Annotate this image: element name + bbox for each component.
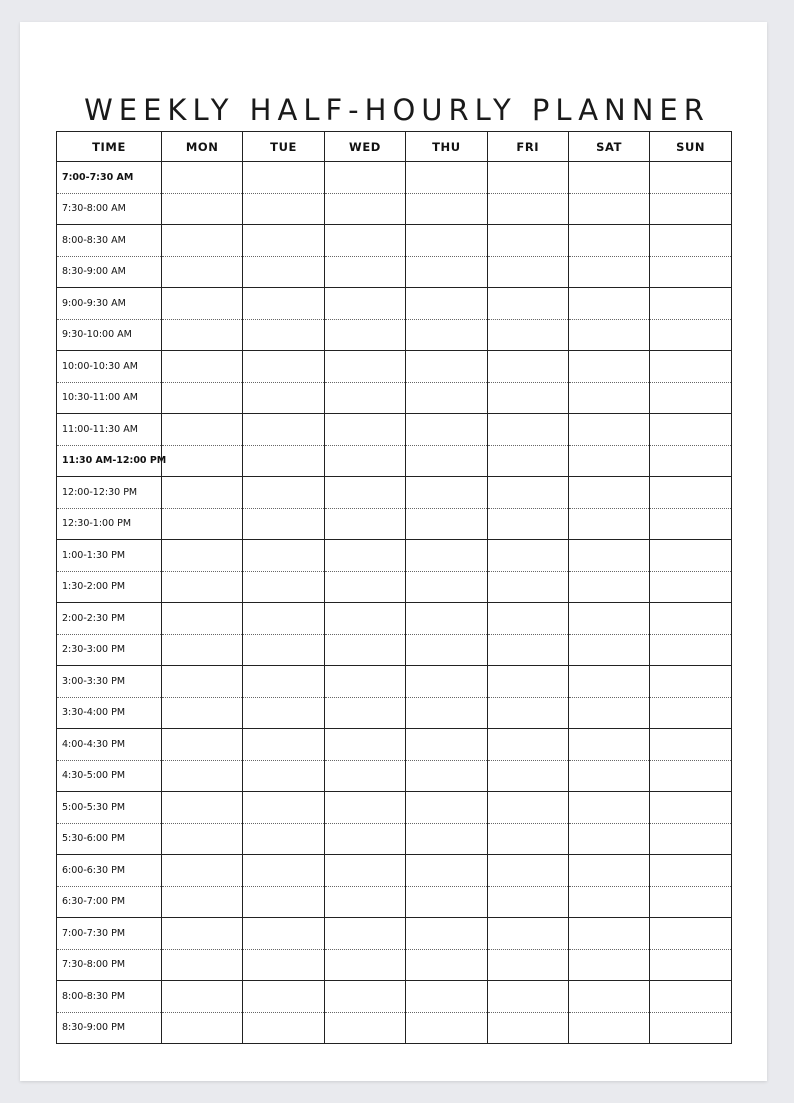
- planner-cell-thu[interactable]: [406, 792, 487, 824]
- planner-cell-fri[interactable]: [487, 760, 568, 792]
- planner-cell-sun[interactable]: [650, 508, 732, 540]
- column-header-sat: SAT: [568, 132, 649, 162]
- planner-cell-mon[interactable]: [162, 855, 243, 887]
- time-slot-row: [57, 634, 732, 666]
- planner-cell-thu[interactable]: [406, 760, 487, 792]
- planner-cell-mon[interactable]: [162, 319, 243, 351]
- planner-cell-mon[interactable]: [162, 949, 243, 981]
- planner-cell-tue[interactable]: [243, 193, 324, 225]
- planner-cell-tue[interactable]: [243, 760, 324, 792]
- planner-cell-wed[interactable]: [324, 634, 405, 666]
- planner-cell-sun[interactable]: [650, 697, 732, 729]
- time-slot-row: [57, 288, 732, 320]
- planner-cell-tue[interactable]: [243, 225, 324, 257]
- planner-cell-fri[interactable]: [487, 540, 568, 572]
- planner-cell-mon[interactable]: [162, 382, 243, 414]
- planner-cell-tue[interactable]: [243, 382, 324, 414]
- planner-cell-mon[interactable]: [162, 1012, 243, 1044]
- planner-cell-thu[interactable]: [406, 508, 487, 540]
- planner-cell-sun[interactable]: [650, 162, 732, 194]
- time-slot-label: 7:30-8:00 AM: [57, 193, 162, 225]
- column-header-tue: TUE: [243, 132, 324, 162]
- planner-cell-tue[interactable]: [243, 540, 324, 572]
- time-slot-row: [57, 540, 732, 572]
- planner-cell-sun[interactable]: [650, 571, 732, 603]
- planner-cell-fri[interactable]: [487, 571, 568, 603]
- header-row: [57, 132, 732, 162]
- planner-cell-sat[interactable]: [568, 855, 649, 887]
- planner-cell-sat[interactable]: [568, 666, 649, 698]
- planner-cell-thu[interactable]: [406, 697, 487, 729]
- planner-cell-thu[interactable]: [406, 634, 487, 666]
- planner-cell-mon[interactable]: [162, 351, 243, 383]
- planner-cell-thu[interactable]: [406, 886, 487, 918]
- planner-body: [57, 162, 732, 1044]
- planner-cell-mon[interactable]: [162, 256, 243, 288]
- planner-cell-thu[interactable]: [406, 288, 487, 320]
- planner-cell-sun[interactable]: [650, 288, 732, 320]
- planner-cell-thu[interactable]: [406, 162, 487, 194]
- planner-cell-fri[interactable]: [487, 603, 568, 635]
- time-slot-row: [57, 162, 732, 194]
- planner-cell-mon[interactable]: [162, 729, 243, 761]
- planner-cell-tue[interactable]: [243, 508, 324, 540]
- planner-cell-sun[interactable]: [650, 823, 732, 855]
- planner-cell-sun[interactable]: [650, 477, 732, 509]
- planner-cell-mon[interactable]: [162, 193, 243, 225]
- time-slot-row: [57, 792, 732, 824]
- planner-cell-wed[interactable]: [324, 981, 405, 1013]
- planner-table: [56, 131, 732, 1044]
- planner-cell-sun[interactable]: [650, 634, 732, 666]
- column-header-wed: WED: [324, 132, 405, 162]
- planner-cell-fri[interactable]: [487, 319, 568, 351]
- time-slot-label: 3:00-3:30 PM: [57, 666, 162, 698]
- planner-cell-mon[interactable]: [162, 981, 243, 1013]
- planner-cell-sat[interactable]: [568, 729, 649, 761]
- planner-cell-thu[interactable]: [406, 256, 487, 288]
- planner-title: WEEKLY HALF-HOURLY PLANNER: [84, 93, 710, 128]
- planner-cell-thu[interactable]: [406, 666, 487, 698]
- planner-cell-sat[interactable]: [568, 256, 649, 288]
- time-slot-label: 4:00-4:30 PM: [57, 729, 162, 761]
- planner-cell-sun[interactable]: [650, 351, 732, 383]
- planner-cell-thu[interactable]: [406, 1012, 487, 1044]
- planner-cell-sat[interactable]: [568, 351, 649, 383]
- time-slot-row: [57, 855, 732, 887]
- time-slot-label: 7:30-8:00 PM: [57, 949, 162, 981]
- planner-cell-wed[interactable]: [324, 571, 405, 603]
- time-slot-label: 1:00-1:30 PM: [57, 540, 162, 572]
- planner-cell-tue[interactable]: [243, 886, 324, 918]
- planner-cell-fri[interactable]: [487, 697, 568, 729]
- planner-cell-fri[interactable]: [487, 949, 568, 981]
- time-slot-label: 7:00-7:30 AM: [57, 162, 162, 194]
- planner-cell-wed[interactable]: [324, 256, 405, 288]
- planner-cell-thu[interactable]: [406, 540, 487, 572]
- planner-cell-thu[interactable]: [406, 855, 487, 887]
- planner-cell-sun[interactable]: [650, 414, 732, 446]
- planner-cell-sun[interactable]: [650, 193, 732, 225]
- time-slot-label: 2:00-2:30 PM: [57, 603, 162, 635]
- planner-cell-thu[interactable]: [406, 477, 487, 509]
- planner-cell-fri[interactable]: [487, 855, 568, 887]
- planner-cell-thu[interactable]: [406, 571, 487, 603]
- planner-cell-fri[interactable]: [487, 382, 568, 414]
- planner-cell-sun[interactable]: [650, 729, 732, 761]
- planner-cell-fri[interactable]: [487, 288, 568, 320]
- planner-cell-thu[interactable]: [406, 981, 487, 1013]
- planner-cell-mon[interactable]: [162, 823, 243, 855]
- planner-cell-tue[interactable]: [243, 162, 324, 194]
- planner-cell-fri[interactable]: [487, 351, 568, 383]
- planner-cell-thu[interactable]: [406, 225, 487, 257]
- planner-cell-sat[interactable]: [568, 697, 649, 729]
- planner-cell-fri[interactable]: [487, 256, 568, 288]
- time-slot-label: 9:00-9:30 AM: [57, 288, 162, 320]
- time-slot-label: 8:00-8:30 AM: [57, 225, 162, 257]
- planner-cell-wed[interactable]: [324, 855, 405, 887]
- time-slot-label: 11:00-11:30 AM: [57, 414, 162, 446]
- planner-cell-tue[interactable]: [243, 603, 324, 635]
- planner-cell-mon[interactable]: [162, 918, 243, 950]
- time-slot-label: 6:00-6:30 PM: [57, 855, 162, 887]
- planner-cell-tue[interactable]: [243, 697, 324, 729]
- planner-cell-fri[interactable]: [487, 1012, 568, 1044]
- time-slot-label: 8:30-9:00 PM: [57, 1012, 162, 1044]
- planner-cell-sun[interactable]: [650, 760, 732, 792]
- planner-cell-sun[interactable]: [650, 540, 732, 572]
- planner-cell-wed[interactable]: [324, 351, 405, 383]
- time-slot-row: [57, 760, 732, 792]
- planner-cell-sat[interactable]: [568, 382, 649, 414]
- time-slot-label: 3:30-4:00 PM: [57, 697, 162, 729]
- planner-cell-sun[interactable]: [650, 886, 732, 918]
- planner-cell-wed[interactable]: [324, 508, 405, 540]
- time-slot-row: [57, 414, 732, 446]
- planner-cell-fri[interactable]: [487, 634, 568, 666]
- planner-cell-tue[interactable]: [243, 949, 324, 981]
- planner-cell-mon[interactable]: [162, 162, 243, 194]
- planner-cell-mon[interactable]: [162, 445, 243, 477]
- time-slot-label: 6:30-7:00 PM: [57, 886, 162, 918]
- planner-cell-sun[interactable]: [650, 949, 732, 981]
- planner-cell-mon[interactable]: [162, 666, 243, 698]
- planner-cell-sun[interactable]: [650, 1012, 732, 1044]
- planner-cell-tue[interactable]: [243, 729, 324, 761]
- planner-cell-mon[interactable]: [162, 760, 243, 792]
- planner-cell-wed[interactable]: [324, 445, 405, 477]
- time-slot-row: [57, 225, 732, 257]
- planner-cell-sat[interactable]: [568, 949, 649, 981]
- planner-cell-sat[interactable]: [568, 918, 649, 950]
- planner-cell-tue[interactable]: [243, 855, 324, 887]
- time-slot-row: [57, 729, 732, 761]
- planner-cell-fri[interactable]: [487, 193, 568, 225]
- planner-cell-tue[interactable]: [243, 571, 324, 603]
- planner-cell-sat[interactable]: [568, 540, 649, 572]
- planner-cell-fri[interactable]: [487, 414, 568, 446]
- planner-cell-mon[interactable]: [162, 886, 243, 918]
- column-header-thu: THU: [406, 132, 487, 162]
- planner-cell-sun[interactable]: [650, 225, 732, 257]
- planner-cell-mon[interactable]: [162, 571, 243, 603]
- planner-cell-fri[interactable]: [487, 445, 568, 477]
- planner-cell-sat[interactable]: [568, 1012, 649, 1044]
- planner-cell-sun[interactable]: [650, 792, 732, 824]
- planner-cell-thu[interactable]: [406, 382, 487, 414]
- planner-cell-thu[interactable]: [406, 351, 487, 383]
- time-slot-row: [57, 193, 732, 225]
- column-header-fri: FRI: [487, 132, 568, 162]
- planner-cell-thu[interactable]: [406, 445, 487, 477]
- time-slot-row: [57, 666, 732, 698]
- column-header-mon: MON: [162, 132, 243, 162]
- planner-cell-tue[interactable]: [243, 634, 324, 666]
- planner-cell-fri[interactable]: [487, 981, 568, 1013]
- planner-cell-sat[interactable]: [568, 445, 649, 477]
- planner-cell-wed[interactable]: [324, 382, 405, 414]
- time-slot-label: 5:00-5:30 PM: [57, 792, 162, 824]
- planner-cell-tue[interactable]: [243, 918, 324, 950]
- column-header-sun: SUN: [650, 132, 732, 162]
- planner-cell-fri[interactable]: [487, 477, 568, 509]
- planner-cell-mon[interactable]: [162, 697, 243, 729]
- planner-cell-sun[interactable]: [650, 445, 732, 477]
- planner-cell-sat[interactable]: [568, 225, 649, 257]
- planner-cell-sat[interactable]: [568, 288, 649, 320]
- planner-cell-wed[interactable]: [324, 949, 405, 981]
- planner-cell-tue[interactable]: [243, 256, 324, 288]
- planner-cell-wed[interactable]: [324, 414, 405, 446]
- planner-cell-thu[interactable]: [406, 319, 487, 351]
- planner-cell-sun[interactable]: [650, 603, 732, 635]
- planner-cell-sat[interactable]: [568, 508, 649, 540]
- time-slot-label: 5:30-6:00 PM: [57, 823, 162, 855]
- planner-cell-sat[interactable]: [568, 603, 649, 635]
- planner-cell-thu[interactable]: [406, 193, 487, 225]
- planner-cell-wed[interactable]: [324, 193, 405, 225]
- planner-cell-tue[interactable]: [243, 351, 324, 383]
- time-slot-label: 11:30 AM-12:00 PM: [57, 445, 162, 477]
- planner-cell-sun[interactable]: [650, 981, 732, 1013]
- planner-cell-mon[interactable]: [162, 603, 243, 635]
- time-slot-label: 7:00-7:30 PM: [57, 918, 162, 950]
- planner-cell-wed[interactable]: [324, 760, 405, 792]
- planner-cell-sat[interactable]: [568, 414, 649, 446]
- time-slot-label: 4:30-5:00 PM: [57, 760, 162, 792]
- planner-cell-mon[interactable]: [162, 414, 243, 446]
- time-slot-row: [57, 949, 732, 981]
- planner-cell-mon[interactable]: [162, 508, 243, 540]
- planner-cell-thu[interactable]: [406, 603, 487, 635]
- planner-cell-wed[interactable]: [324, 319, 405, 351]
- planner-cell-mon[interactable]: [162, 540, 243, 572]
- time-slot-row: [57, 886, 732, 918]
- time-slot-row: [57, 256, 732, 288]
- time-slot-row: [57, 445, 732, 477]
- planner-cell-tue[interactable]: [243, 792, 324, 824]
- planner-cell-mon[interactable]: [162, 477, 243, 509]
- planner-cell-tue[interactable]: [243, 1012, 324, 1044]
- time-slot-row: [57, 918, 732, 950]
- time-slot-row: [57, 477, 732, 509]
- planner-cell-sun[interactable]: [650, 319, 732, 351]
- planner-cell-fri[interactable]: [487, 666, 568, 698]
- planner-cell-thu[interactable]: [406, 729, 487, 761]
- planner-cell-sat[interactable]: [568, 162, 649, 194]
- planner-cell-sun[interactable]: [650, 382, 732, 414]
- time-slot-row: [57, 382, 732, 414]
- planner-cell-wed[interactable]: [324, 697, 405, 729]
- column-header-time: TIME: [57, 132, 162, 162]
- planner-cell-sat[interactable]: [568, 760, 649, 792]
- time-slot-row: [57, 508, 732, 540]
- planner-cell-tue[interactable]: [243, 319, 324, 351]
- planner-cell-tue[interactable]: [243, 445, 324, 477]
- planner-cell-wed[interactable]: [324, 886, 405, 918]
- planner-cell-wed[interactable]: [324, 540, 405, 572]
- time-slot-label: 8:30-9:00 AM: [57, 256, 162, 288]
- planner-cell-tue[interactable]: [243, 288, 324, 320]
- planner-cell-sat[interactable]: [568, 319, 649, 351]
- planner-cell-sat[interactable]: [568, 193, 649, 225]
- planner-cell-thu[interactable]: [406, 918, 487, 950]
- planner-cell-fri[interactable]: [487, 886, 568, 918]
- planner-cell-tue[interactable]: [243, 666, 324, 698]
- planner-cell-thu[interactable]: [406, 823, 487, 855]
- planner-cell-wed[interactable]: [324, 162, 405, 194]
- planner-cell-wed[interactable]: [324, 288, 405, 320]
- time-slot-label: 10:30-11:00 AM: [57, 382, 162, 414]
- planner-cell-sat[interactable]: [568, 792, 649, 824]
- planner-cell-fri[interactable]: [487, 823, 568, 855]
- planner-cell-tue[interactable]: [243, 477, 324, 509]
- time-slot-label: 2:30-3:00 PM: [57, 634, 162, 666]
- planner-cell-sat[interactable]: [568, 634, 649, 666]
- planner-cell-fri[interactable]: [487, 918, 568, 950]
- time-slot-row: [57, 981, 732, 1013]
- planner-cell-wed[interactable]: [324, 823, 405, 855]
- planner-cell-wed[interactable]: [324, 477, 405, 509]
- time-slot-label: 10:00-10:30 AM: [57, 351, 162, 383]
- planner-cell-wed[interactable]: [324, 225, 405, 257]
- planner-cell-sun[interactable]: [650, 855, 732, 887]
- planner-cell-thu[interactable]: [406, 414, 487, 446]
- planner-cell-mon[interactable]: [162, 225, 243, 257]
- planner-cell-fri[interactable]: [487, 792, 568, 824]
- time-slot-row: [57, 697, 732, 729]
- planner-cell-mon[interactable]: [162, 634, 243, 666]
- planner-cell-sun[interactable]: [650, 918, 732, 950]
- planner-cell-sat[interactable]: [568, 886, 649, 918]
- planner-cell-tue[interactable]: [243, 823, 324, 855]
- planner-cell-wed[interactable]: [324, 603, 405, 635]
- planner-cell-wed[interactable]: [324, 1012, 405, 1044]
- planner-cell-mon[interactable]: [162, 792, 243, 824]
- time-slot-row: [57, 571, 732, 603]
- time-slot-row: [57, 1012, 732, 1044]
- time-slot-row: [57, 351, 732, 383]
- time-slot-row: [57, 603, 732, 635]
- time-slot-row: [57, 319, 732, 351]
- time-slot-label: 9:30-10:00 AM: [57, 319, 162, 351]
- planner-cell-sat[interactable]: [568, 823, 649, 855]
- planner-cell-fri[interactable]: [487, 225, 568, 257]
- planner-cell-wed[interactable]: [324, 918, 405, 950]
- planner-cell-sat[interactable]: [568, 477, 649, 509]
- planner-cell-mon[interactable]: [162, 288, 243, 320]
- planner-cell-fri[interactable]: [487, 508, 568, 540]
- time-slot-label: 12:00-12:30 PM: [57, 477, 162, 509]
- time-slot-label: 12:30-1:00 PM: [57, 508, 162, 540]
- planner-cell-wed[interactable]: [324, 792, 405, 824]
- planner-cell-sun[interactable]: [650, 666, 732, 698]
- time-slot-label: 1:30-2:00 PM: [57, 571, 162, 603]
- planner-cell-fri[interactable]: [487, 729, 568, 761]
- planner-cell-wed[interactable]: [324, 729, 405, 761]
- planner-cell-tue[interactable]: [243, 981, 324, 1013]
- planner-cell-tue[interactable]: [243, 414, 324, 446]
- planner-cell-wed[interactable]: [324, 666, 405, 698]
- time-slot-row: [57, 823, 732, 855]
- planner-cell-sat[interactable]: [568, 981, 649, 1013]
- planner-cell-thu[interactable]: [406, 949, 487, 981]
- planner-cell-sat[interactable]: [568, 571, 649, 603]
- time-slot-label: 8:00-8:30 PM: [57, 981, 162, 1013]
- planner-cell-fri[interactable]: [487, 162, 568, 194]
- planner-cell-sun[interactable]: [650, 256, 732, 288]
